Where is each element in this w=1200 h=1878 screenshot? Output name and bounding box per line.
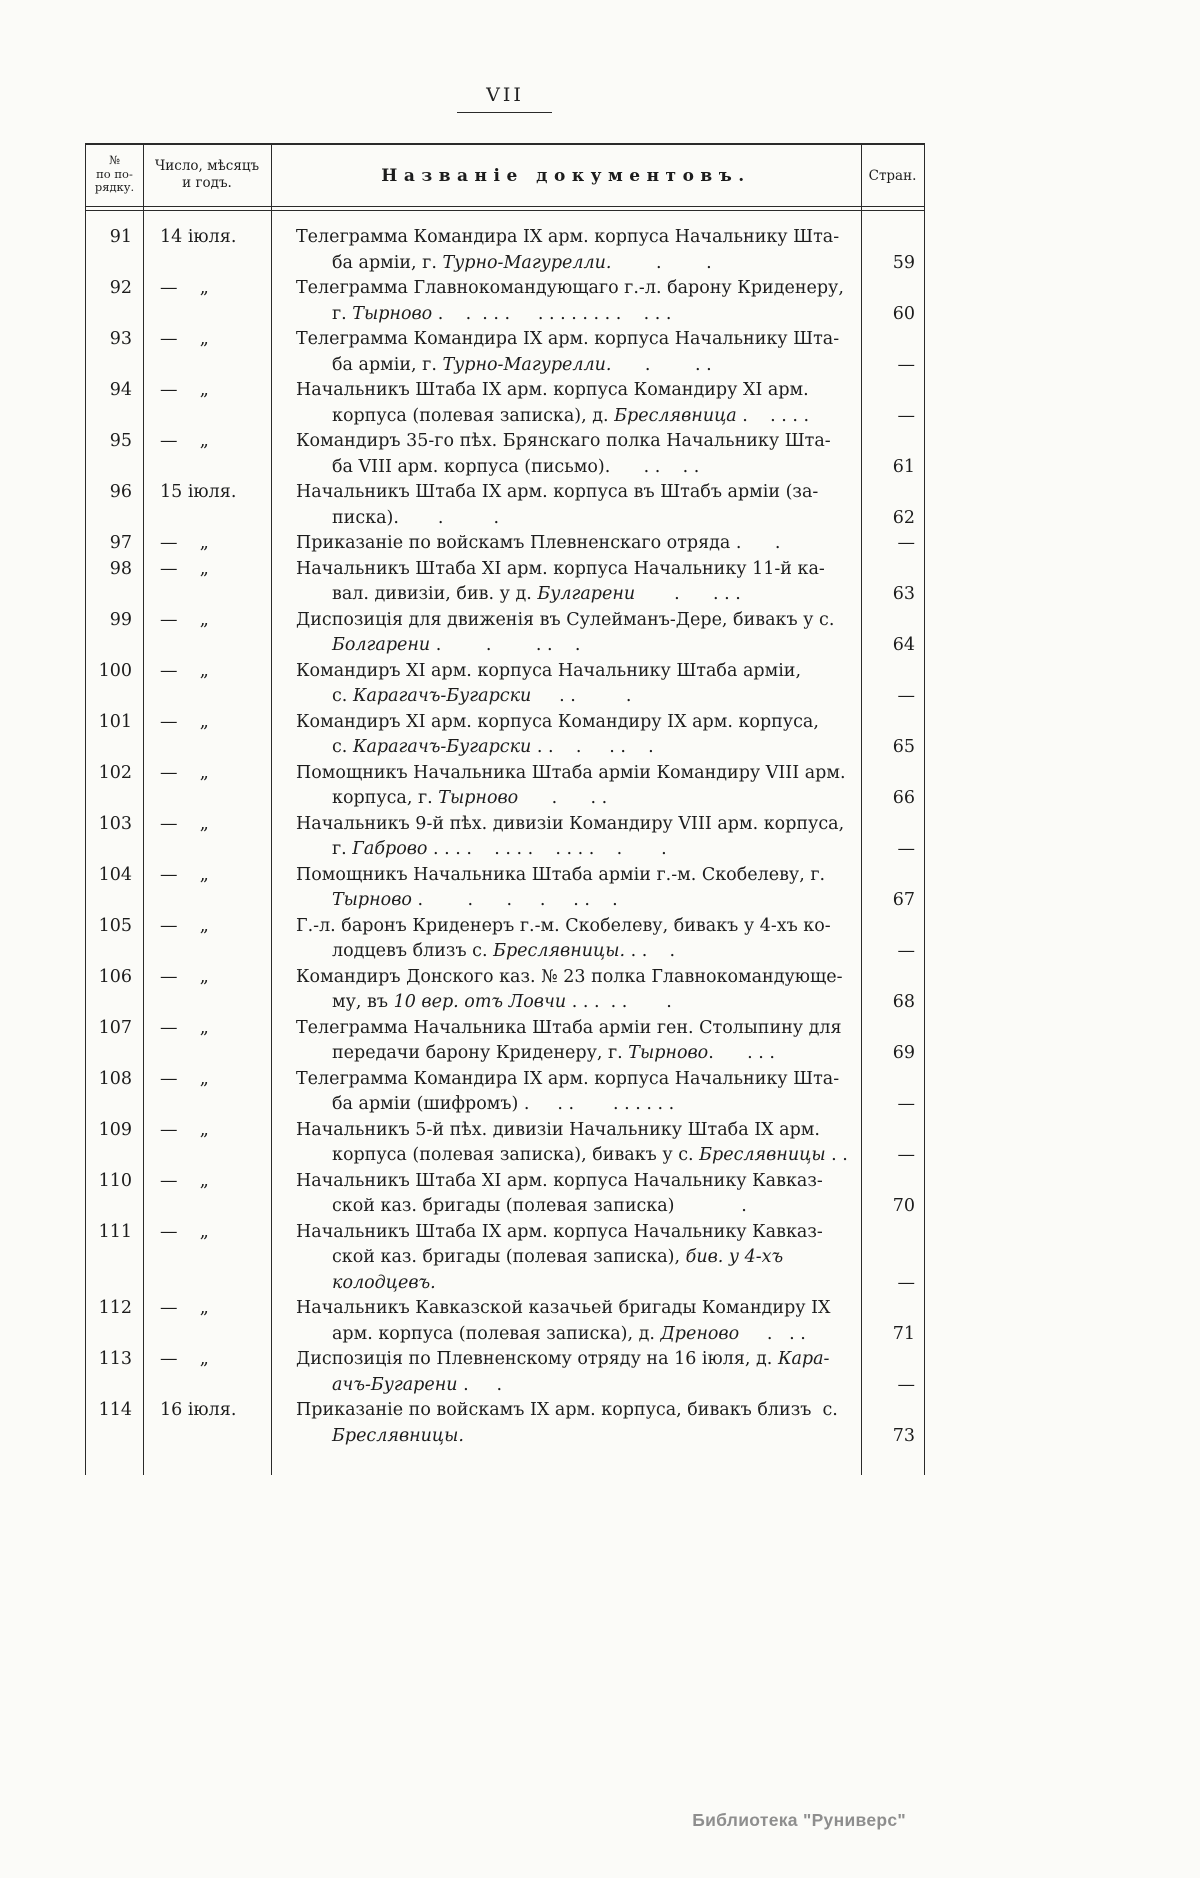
row-number: 112 bbox=[98, 1298, 132, 1318]
row-document-title bbox=[271, 863, 861, 914]
row-document-title bbox=[271, 225, 861, 276]
row-number: 96 bbox=[109, 482, 132, 502]
row-document-title bbox=[271, 1347, 861, 1398]
row-page-number: — bbox=[897, 686, 915, 706]
row-page-number: — bbox=[897, 941, 915, 961]
row-page-number: 71 bbox=[892, 1323, 915, 1344]
document-title-line: Приказаніе по войскамъ IX арм. корпуса, бивакъ близъ с. bbox=[296, 1400, 838, 1420]
row-document-title bbox=[271, 378, 861, 429]
document-title-line: корпуса, г. Тырново . . . bbox=[332, 788, 608, 808]
table-row bbox=[86, 659, 924, 710]
library-watermark: Библиотека "Руниверс" bbox=[692, 1810, 906, 1830]
row-date: 14 іюля. bbox=[160, 227, 237, 247]
row-date: — „ bbox=[160, 1068, 209, 1089]
row-page-number: — bbox=[897, 405, 915, 426]
document-title-line: с. Карагачъ-Бугарски . . . . . . bbox=[332, 737, 654, 757]
row-document-title bbox=[271, 965, 861, 1016]
document-title-line: Диспозиція для движенія въ Сулейманъ-Дере, бивакъ у с. bbox=[296, 609, 835, 630]
table-row bbox=[86, 378, 924, 429]
row-document-title bbox=[271, 1296, 861, 1347]
table-row bbox=[86, 1220, 924, 1297]
row-document-title bbox=[271, 429, 861, 480]
row-page-number: 59 bbox=[892, 252, 915, 273]
row-document-title bbox=[271, 914, 861, 965]
table-row bbox=[86, 531, 924, 557]
row-document-title bbox=[271, 327, 861, 378]
row-number: 114 bbox=[98, 1400, 132, 1420]
document-title-line: Приказаніе по войскамъ Плевненскаго отряда . . bbox=[296, 533, 781, 553]
row-page-number: 65 bbox=[892, 737, 915, 757]
row-document-title bbox=[271, 710, 861, 761]
row-document-title bbox=[271, 1398, 861, 1449]
row-date: — „ bbox=[160, 1221, 209, 1242]
row-page-number: 70 bbox=[892, 1196, 915, 1216]
table-row bbox=[86, 1016, 924, 1067]
table-row bbox=[86, 914, 924, 965]
document-title-line: Помощникъ Начальника Штаба арміи Командиру VIII арм. bbox=[296, 762, 846, 783]
row-page-number: 63 bbox=[892, 584, 915, 604]
header-date-line2: и годъ. bbox=[182, 175, 232, 191]
row-page-number: 66 bbox=[892, 788, 915, 808]
table-row bbox=[86, 557, 924, 608]
row-page-number: — bbox=[897, 1145, 915, 1165]
column-divider-2 bbox=[271, 145, 272, 1475]
row-date: — „ bbox=[160, 711, 209, 732]
document-title-line: ба VIII арм. корпуса (письмо). . . . . bbox=[332, 456, 700, 477]
row-document-title bbox=[271, 659, 861, 710]
row-date: 16 іюля. bbox=[160, 1400, 237, 1420]
row-date: — „ bbox=[160, 278, 209, 298]
row-page-number: 69 bbox=[892, 1043, 915, 1063]
document-title-line: му, въ 10 вер. отъ Ловчи . . . . . . bbox=[332, 992, 672, 1012]
row-date: — „ bbox=[160, 813, 209, 834]
row-number: 94 bbox=[109, 380, 132, 400]
row-document-title bbox=[271, 812, 861, 863]
column-divider-1 bbox=[143, 145, 144, 1475]
document-title-line: Командиръ XI арм. корпуса Начальнику Штаба арміи, bbox=[296, 660, 802, 681]
document-title-line: Телеграмма Командира IX арм. корпуса Начальнику Шта- bbox=[296, 227, 840, 247]
document-title-line: Начальникъ Кавказской казачьей бригады Командиру IX bbox=[296, 1298, 831, 1318]
document-title-line: Командиръ 35-го пѣх. Брянскаго полка Начальнику Шта- bbox=[296, 431, 831, 451]
row-document-title bbox=[271, 1220, 861, 1297]
document-title-line: лодцевъ близъ с. Бреслявницы. . . . bbox=[332, 941, 676, 961]
folio-underline-rule bbox=[457, 112, 552, 113]
row-number: 100 bbox=[98, 660, 132, 681]
document-title-line: Бреслявницы. bbox=[332, 1425, 464, 1446]
row-date: — „ bbox=[160, 1298, 209, 1318]
row-date: 15 іюля. bbox=[160, 482, 237, 502]
row-page-number: 60 bbox=[892, 303, 915, 324]
document-title-line: ба арміи (шифромъ) . . . . . . . . . bbox=[332, 1094, 675, 1114]
header-number-line3: рядку. bbox=[94, 180, 135, 194]
row-page-number: 64 bbox=[892, 635, 915, 655]
row-document-title bbox=[271, 1118, 861, 1169]
row-page-number: 73 bbox=[892, 1425, 915, 1446]
table-row bbox=[86, 1347, 924, 1398]
contents-table bbox=[85, 143, 925, 1475]
row-number: 99 bbox=[109, 609, 132, 630]
table-row bbox=[86, 812, 924, 863]
table-row bbox=[86, 608, 924, 659]
row-date: — „ bbox=[160, 966, 209, 987]
row-date: — „ bbox=[160, 915, 209, 936]
row-document-title bbox=[271, 557, 861, 608]
document-title-line: ба арміи, г. Турно-Магурелли. . . . bbox=[332, 354, 712, 375]
document-title-line: Болгарени . . . . . bbox=[332, 635, 581, 655]
document-title-line: ской каз. бригады (полевая записка), бив. у 4-хъ колодцевъ. bbox=[332, 1247, 789, 1293]
row-document-title bbox=[271, 1016, 861, 1067]
row-page-number: — bbox=[897, 1094, 915, 1114]
document-title-line: Начальникъ Штаба XI арм. корпуса Начальнику 11-й ка- bbox=[296, 558, 825, 579]
table-row bbox=[86, 225, 924, 276]
row-number: 97 bbox=[109, 533, 132, 553]
row-date: — „ bbox=[160, 329, 209, 349]
document-title-line: ской каз. бригады (полевая записка) . bbox=[332, 1196, 747, 1216]
row-number: 98 bbox=[109, 558, 132, 579]
document-title-line: Командиръ XI арм. корпуса Командиру IX арм. корпуса, bbox=[296, 711, 819, 732]
row-date: — „ bbox=[160, 1349, 209, 1369]
row-number: 102 bbox=[98, 762, 132, 783]
row-date: — „ bbox=[160, 609, 209, 630]
document-title-line: Начальникъ Штаба IX арм. корпуса Начальнику Кавказ- bbox=[296, 1221, 823, 1242]
document-title-line: передачи барону Криденеру, г. Тырново. . . . bbox=[332, 1043, 775, 1063]
document-title-line: корпуса (полевая записка), д. Бреслявница . . . . . bbox=[332, 405, 810, 426]
row-number: 95 bbox=[109, 431, 132, 451]
table-row bbox=[86, 1398, 924, 1449]
row-number: 107 bbox=[98, 1017, 132, 1038]
document-title-line: Г.-л. баронъ Криденеръ г.-м. Скобелеву, бивакъ у 4-хъ ко- bbox=[296, 915, 831, 936]
document-title-line: Начальникъ 9-й пѣх. дивизіи Командиру VIII арм. корпуса, bbox=[296, 813, 845, 834]
row-date: — „ bbox=[160, 864, 209, 885]
table-row bbox=[86, 1169, 924, 1220]
row-date: — „ bbox=[160, 558, 209, 579]
row-number: 93 bbox=[109, 329, 132, 349]
table-row bbox=[86, 429, 924, 480]
table-row bbox=[86, 1067, 924, 1118]
row-document-title bbox=[271, 1067, 861, 1118]
header-date-column bbox=[143, 145, 271, 206]
document-title-line: ачъ-Бугарени . . bbox=[332, 1374, 503, 1395]
document-title-line: Телеграмма Командира IX арм. корпуса Начальнику Шта- bbox=[296, 1068, 840, 1089]
row-date: — „ bbox=[160, 1170, 209, 1191]
row-date: — „ bbox=[160, 533, 209, 553]
table-row bbox=[86, 276, 924, 327]
row-date: — „ bbox=[160, 660, 209, 681]
document-title-line: вал. дивизіи, бив. у д. Булгарени . . . . bbox=[332, 584, 741, 604]
document-title-line: Телеграмма Командира IX арм. корпуса Начальнику Шта- bbox=[296, 329, 840, 349]
table-row bbox=[86, 965, 924, 1016]
row-document-title bbox=[271, 608, 861, 659]
table-header bbox=[86, 145, 924, 206]
row-number: 108 bbox=[98, 1068, 132, 1089]
header-number-line1: № bbox=[109, 153, 120, 167]
header-date-line1: Число, мѣсяцъ bbox=[154, 158, 260, 174]
table-row bbox=[86, 327, 924, 378]
table-row bbox=[86, 1296, 924, 1347]
row-page-number: — bbox=[897, 533, 915, 553]
table-body bbox=[86, 211, 924, 1475]
row-number: 103 bbox=[98, 813, 132, 834]
row-number: 91 bbox=[109, 227, 132, 247]
row-number: 92 bbox=[109, 278, 132, 298]
header-title-column: Названіе документовъ. bbox=[381, 165, 751, 186]
row-page-number: 61 bbox=[892, 456, 915, 477]
row-date: — „ bbox=[160, 431, 209, 451]
document-title-line: Тырново . . . . . . . bbox=[332, 890, 618, 910]
document-title-line: корпуса (полевая записка), бивакъ у с. Бреслявницы . . bbox=[332, 1145, 848, 1165]
row-number: 106 bbox=[98, 966, 132, 987]
row-page-number: — bbox=[897, 354, 915, 375]
column-divider-3 bbox=[861, 145, 862, 1475]
table-row bbox=[86, 1118, 924, 1169]
row-number: 113 bbox=[98, 1349, 132, 1369]
document-title-line: с. Карагачъ-Бугарски . . . bbox=[332, 686, 632, 706]
document-title-line: Начальникъ Штаба IX арм. корпуса въ Штабъ арміи (за- bbox=[296, 482, 819, 502]
table-row bbox=[86, 761, 924, 812]
row-number: 104 bbox=[98, 864, 132, 885]
header-number-line2: по по- bbox=[96, 166, 133, 181]
row-number: 110 bbox=[98, 1170, 132, 1191]
row-date: — „ bbox=[160, 762, 209, 783]
row-page-number: 67 bbox=[892, 890, 915, 910]
row-document-title bbox=[271, 1169, 861, 1220]
row-document-title bbox=[271, 761, 861, 812]
table-row bbox=[86, 863, 924, 914]
header-number-column bbox=[86, 145, 143, 206]
document-title-line: арм. корпуса (полевая записка), д. Дреново . . . bbox=[332, 1323, 806, 1344]
row-date: — „ bbox=[160, 380, 209, 400]
row-page-number: — bbox=[897, 839, 915, 859]
document-title-line: писка). . . bbox=[332, 507, 500, 528]
row-document-title bbox=[271, 531, 861, 557]
document-title-line: ба арміи, г. Турно-Магурелли. . . bbox=[332, 252, 712, 273]
document-title-line: Начальникъ 5-й пѣх. дивизіи Начальнику Штаба IX арм. bbox=[296, 1119, 820, 1140]
document-title-line: Помощникъ Начальника Штаба арміи г.-м. Скобелеву, г. bbox=[296, 864, 826, 885]
row-page-number: — bbox=[897, 1374, 915, 1395]
document-title-line: г. Тырново . . . . . . . . . . . . . . . . bbox=[332, 303, 672, 324]
document-title-line: Телеграмма Начальника Штаба арміи ген. Столыпину для bbox=[296, 1017, 842, 1038]
page-folio: VII bbox=[486, 84, 524, 106]
table-row bbox=[86, 710, 924, 761]
header-page-column: Стран. bbox=[868, 167, 917, 184]
row-date: — „ bbox=[160, 1017, 209, 1038]
document-title-line: Командиръ Донского каз. № 23 полка Главнокомандующе- bbox=[296, 966, 843, 987]
row-document-title bbox=[271, 480, 861, 531]
document-title-line: г. Габрово . . . . . . . . . . . . . . bbox=[332, 839, 667, 859]
row-page-number: — bbox=[897, 1272, 915, 1293]
document-title-line: Телеграмма Главнокомандующаго г.-л. барону Криденеру, bbox=[296, 278, 844, 298]
document-title-line: Начальникъ Штаба IX арм. корпуса Командиру XI арм. bbox=[296, 380, 809, 400]
row-page-number: 62 bbox=[892, 507, 915, 528]
row-number: 101 bbox=[98, 711, 132, 732]
row-number: 109 bbox=[98, 1119, 132, 1140]
document-title-line: Начальникъ Штаба XI арм. корпуса Начальнику Кавказ- bbox=[296, 1170, 823, 1191]
row-date: — „ bbox=[160, 1119, 209, 1140]
row-page-number: 68 bbox=[892, 992, 915, 1012]
row-document-title bbox=[271, 276, 861, 327]
document-title-line: Диспозиція по Плевненскому отряду на 16 іюля, д. Кара- bbox=[296, 1349, 830, 1369]
table-row bbox=[86, 480, 924, 531]
row-number: 111 bbox=[98, 1221, 132, 1242]
row-number: 105 bbox=[98, 915, 132, 936]
